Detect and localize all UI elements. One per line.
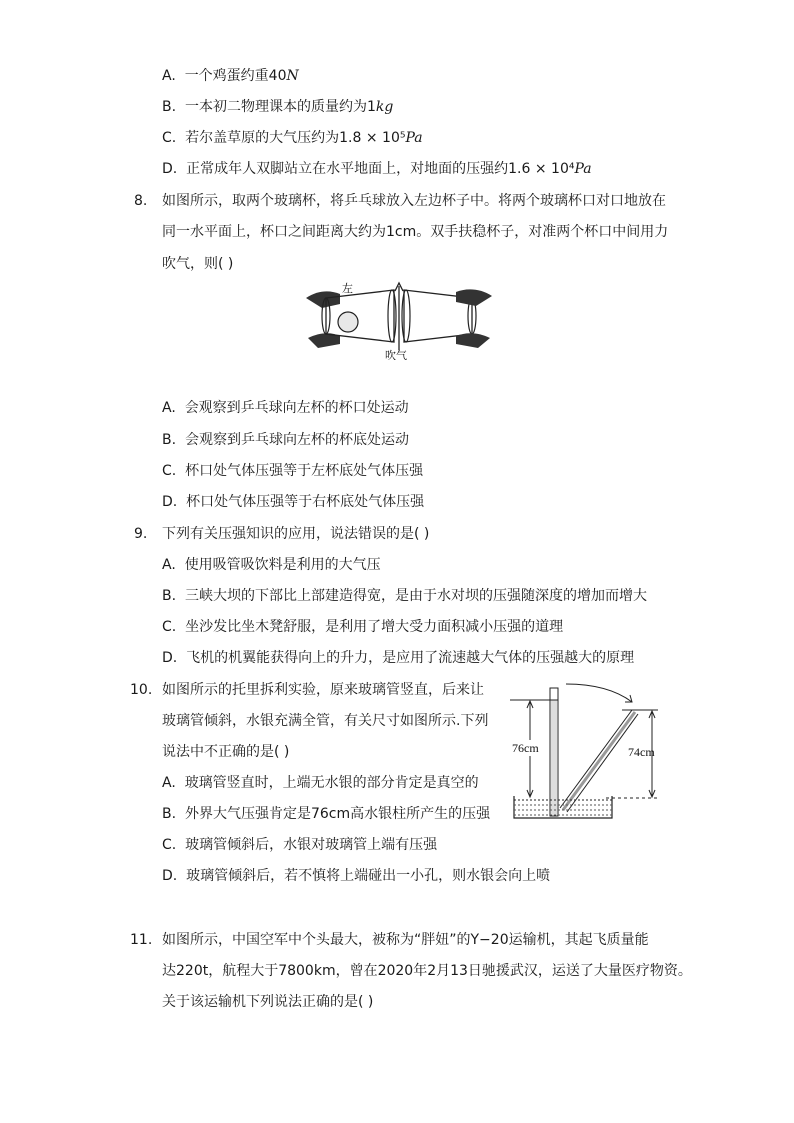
label-74cm: 74cm [628, 745, 655, 759]
q7-option-a: A. 一个鸡蛋约重40N [162, 68, 299, 84]
q8-stem-line: 同一水平面上，杯口之间距离大约为1cm。双手扶稳杯子，对准两个杯口中间用力 [162, 224, 669, 240]
q11-stem-line: 如图所示，中国空军中个头最大，被称为“胖妞”的Y−20运输机，其起飞质量能 [162, 932, 649, 948]
q9-option-d: D. 飞机的机翼能获得向上的升力，是应用了流速越大气体的压强越大的原理 [162, 650, 635, 666]
q8-stem-line: 如图所示，取两个玻璃杯，将乒乓球放入左边杯子中。将两个玻璃杯口对口地放在 [162, 193, 666, 209]
q9-stem-line: 下列有关压强知识的应用，说法错误的是( ) [162, 526, 430, 542]
q10-option-b: B. 外界大气压强肯定是76cm高水银柱所产生的压强 [162, 806, 491, 822]
q10-option-a: A. 玻璃管竖直时，上端无水银的部分肯定是真空的 [162, 775, 479, 791]
label-left: 左 [342, 282, 353, 295]
q10-torricelli-figure [506, 680, 676, 822]
q8-stem-line: 吹气，则( ) [162, 256, 234, 272]
q9-option-c: C. 坐沙发比坐木凳舒服，是利用了增大受力面积减小压强的道理 [162, 619, 564, 635]
q10-stem-line: 如图所示的托里拆利实验，原来玻璃管竖直，后来让 [162, 682, 484, 698]
q7-option-d: D. 正常成年人双脚站立在水平地面上，对地面的压强约1.6 × 10⁴Pa [162, 161, 592, 177]
q9-number: 9. [134, 526, 148, 542]
q9-option-a: A. 使用吸管吸饮料是利用的大气压 [162, 557, 381, 573]
ping-pong-ball [338, 312, 358, 332]
label-76cm: 76cm [512, 741, 539, 755]
q10-option-c: C. 玻璃管倾斜后，水银对玻璃管上端有压强 [162, 837, 438, 853]
label-blow: 吹气 [385, 349, 407, 360]
q8-option-a: A. 会观察到乒乓球向左杯的杯口处运动 [162, 400, 409, 416]
q7-option-b: B. 一本初二物理课本的质量约为1kg [162, 99, 394, 115]
q7-option-c: C. 若尔盖草原的大气压约为1.8 × 10⁵Pa [162, 130, 423, 146]
q9-option-b: B. 三峡大坝的下部比上部建造得宽，是由于水对坝的压强随深度的增加而增大 [162, 588, 647, 604]
q10-number: 10. [130, 682, 153, 698]
q8-option-c: C. 杯口处气体压强等于左杯底处气体压强 [162, 463, 424, 479]
q11-stem-line: 关于该运输机下列说法正确的是( ) [162, 994, 374, 1010]
q8-number: 8. [134, 193, 148, 209]
q8-option-b: B. 会观察到乒乓球向左杯的杯底处运动 [162, 432, 409, 448]
q11-stem-line: 达220t，航程大于7800km，曾在2020年2月13日驰援武汉，运送了大量医疗物资。 [162, 963, 692, 979]
q10-option-d: D. 玻璃管倾斜后，若不慎将上端碰出一小孔，则水银会向上喷 [162, 868, 551, 884]
q10-stem-line: 玻璃管倾斜，水银充满全管，有关尺寸如图所示.下列 [162, 713, 489, 729]
q8-option-d: D. 杯口处气体压强等于右杯底处气体压强 [162, 494, 425, 510]
q8-cups-figure [304, 280, 494, 360]
q10-stem-line: 说法中不正确的是( ) [162, 744, 290, 760]
q11-number: 11. [130, 932, 153, 948]
